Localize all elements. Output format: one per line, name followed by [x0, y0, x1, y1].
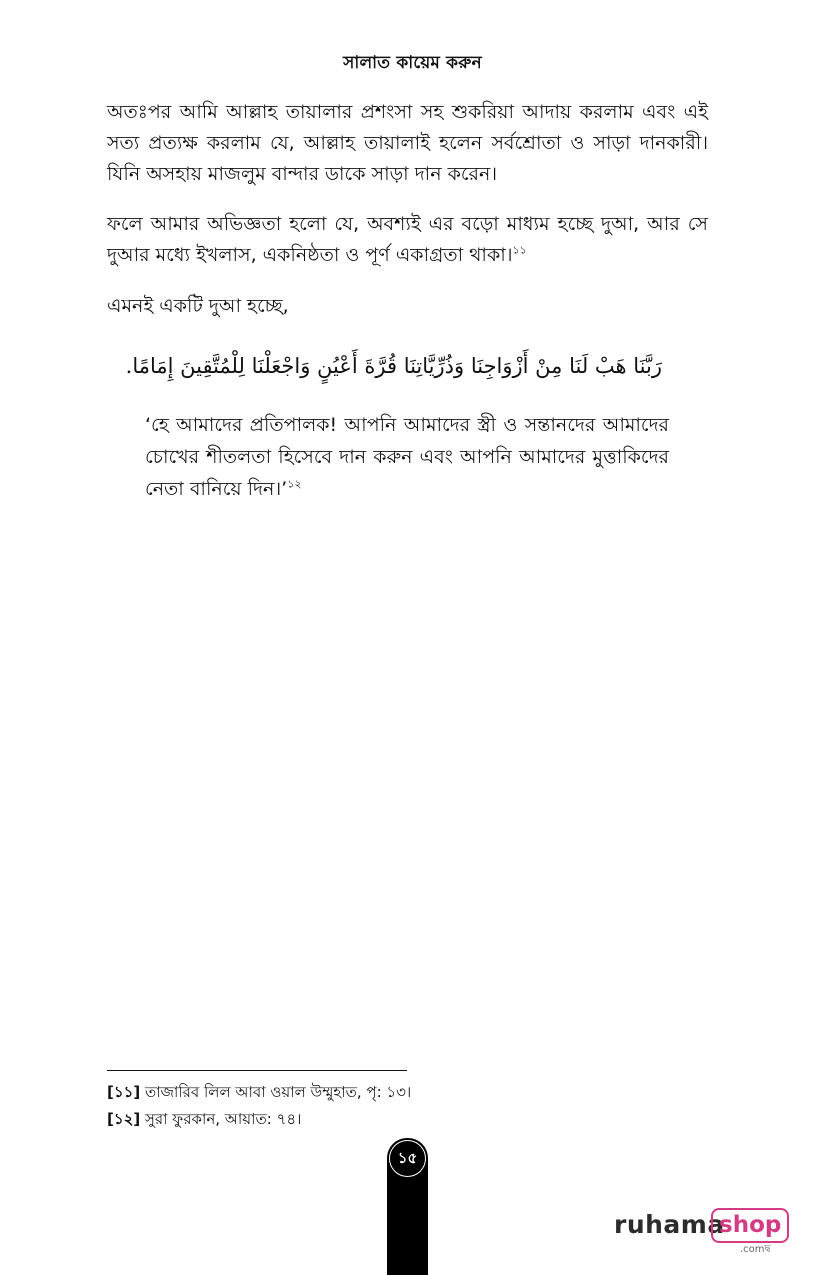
footnote-item — [107, 1079, 707, 1106]
footnotes — [107, 1079, 707, 1133]
arabic-verse: رَبَّنَا هَبْ لَنَا مِنْ أَزْوَاجِنَا وَذُرِّيَّاتِنَا قُرَّةَ أَعْيُنٍ وَاجْعَلْنَا لِلْمُتَّقِينَ إِمَامًا. — [125, 354, 662, 378]
footnote-divider — [107, 1070, 407, 1071]
footnote-ref-11[interactable]: ১১ — [512, 243, 527, 257]
footnote-item — [107, 1106, 707, 1133]
paragraph-1: অতঃপর আমি আল্লাহ তায়ালার প্রশংসা সহ শুকরিয়া আদায় করলাম এবং এই সত্য প্রত্যক্ষ করলাম যে, আল্লাহ তায়ালাই হলেন সর্বশ্রোতা ও সাড়া দানকারী। যিনি অসহায় মাজলুম বান্দার ডাকে সাড়া দান করেন। — [107, 101, 708, 185]
translation-text: ‘হে আমাদের প্রতিপালক! আপনি আমাদের স্ত্রী ও সন্তানদের আমাদের চোখের শীতলতা হিসেবে দান করুন এবং আপনি আমাদের মুত্তাকিদের নেতা বানিয়ে দিন।’ — [145, 414, 669, 500]
page-number: ১৫ — [389, 1140, 426, 1177]
logo-shop-badge: shop — [711, 1208, 789, 1243]
footnote-ref-12[interactable]: ১২ — [287, 477, 302, 491]
paragraph-3: এমনই একটি দুআ হচ্ছে, — [107, 295, 289, 317]
ruhamashop-logo — [614, 1208, 784, 1258]
footnote-text: সুরা ফুরকান, আয়াত: ৭৪। — [144, 1110, 302, 1128]
footnote-number: [১১] — [107, 1083, 141, 1101]
paragraph-2 — [107, 209, 708, 271]
translation-quote — [145, 409, 669, 505]
logo-wordmark: ruhama — [614, 1210, 725, 1239]
running-title: সালাত কায়েম করুন — [343, 53, 482, 73]
logo-domain-suffix: .comদ্ব — [740, 1244, 771, 1255]
footnote-text: তাজারিব লিল আবা ওয়াল উম্মুহাত, পৃ: ১৩। — [144, 1083, 412, 1101]
paragraph-2-text: ফলে আমার অভিজ্ঞতা হলো যে, অবশ্যই এর বড়ো মাধ্যম হচ্ছে দুআ, আর সে দুআর মধ্যে ইখলাস, একনিষ্ঠতা ও পূর্ণ একাগ্রতা থাকা। — [107, 213, 708, 266]
footnote-number: [১২] — [107, 1110, 141, 1128]
